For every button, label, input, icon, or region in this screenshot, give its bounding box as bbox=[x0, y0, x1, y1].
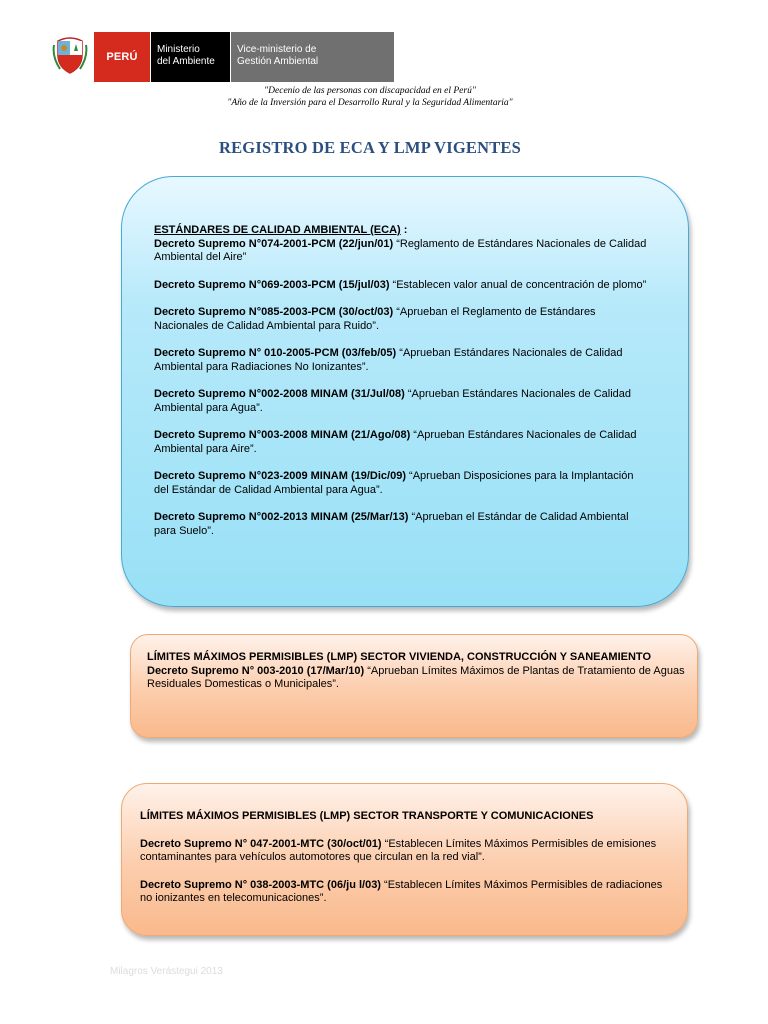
lmp-vivienda-box bbox=[130, 634, 698, 738]
ministry-label: Ministerio del Ambiente bbox=[150, 32, 230, 82]
eca-box bbox=[121, 176, 689, 607]
eca-entry-4: Decreto Supremo N° 010-2005-PCM (03/feb/05) “Aprueban Estándares Nacionales de Calidad Ambiental para Radiaciones No Ionizantes”. bbox=[154, 347, 623, 373]
eca-entry-3: Decreto Supremo N°085-2003-PCM (30/oct/03) “Aprueban el Reglamento de Estándares Nacionales de Calidad Ambiental para Ruido”. bbox=[154, 306, 596, 332]
eca-entry-5: Decreto Supremo N°002-2008 MINAM (31/Jul/08) “Aprueban Estándares Nacionales de Calidad Ambiental para Agua”. bbox=[154, 388, 632, 414]
lmp-transporte-entry-2: Decreto Supremo N° 038-2003-MTC (06/ju l/03) “Establecen Límites Máximos Permisibles de radiaciones no ionizantes en telecomunicaciones”. bbox=[140, 878, 663, 904]
eca-heading-suffix: : bbox=[400, 224, 408, 236]
eca-heading: ESTÁNDARES DE CALIDAD AMBIENTAL (ECA) bbox=[154, 224, 401, 236]
eca-entry-8: Decreto Supremo N°002-2013 MINAM (25/Mar/13) “Aprueban el Estándar de Calidad Ambiental para Suelo”. bbox=[154, 511, 629, 537]
page-title: REGISTRO DE ECA Y LMP VIGENTES bbox=[218, 138, 521, 157]
lmp-transporte-box bbox=[121, 783, 688, 936]
header-banner bbox=[52, 32, 394, 82]
watermark: Milagros Verástegui 2013 bbox=[110, 966, 223, 977]
eca-entry-1: Decreto Supremo N°074-2001-PCM (22/jun/01) “Reglamento de Estándares Nacionales de Calidad Ambiental del Aire” bbox=[154, 237, 647, 263]
eca-heading-line bbox=[154, 224, 650, 238]
vice-ministry-label: Vice-ministerio de Gestión Ambiental bbox=[230, 32, 394, 82]
lmp-vivienda-heading: LÍMITES MÁXIMOS PERMISIBLES (LMP) SECTOR VIVIENDA, CONSTRUCCIÓN Y SANEAMIENTO bbox=[147, 651, 652, 663]
coat-of-arms-icon bbox=[52, 35, 88, 75]
eca-entry-2: Decreto Supremo N°069-2003-PCM (15/jul/03) “Establecen valor anual de concentración de plomo” bbox=[154, 278, 647, 291]
eca-entry-7: Decreto Supremo N°023-2009 MINAM (19/Dic/09) “Aprueban Disposiciones para la Implantación del Estándar de Calidad Ambiental para Agua”. bbox=[154, 470, 634, 496]
peru-label: PERÚ bbox=[94, 32, 150, 82]
decenio-line-1: "Decenio de las personas con discapacidad en el Perú" bbox=[264, 86, 476, 96]
decenio-line-2: "Año de la Inversión para el Desarrollo Rural y la Seguridad Alimentaria" bbox=[227, 98, 513, 108]
lmp-transporte-heading: LÍMITES MÁXIMOS PERMISIBLES (LMP) SECTOR TRANSPORTE Y COMUNICACIONES bbox=[140, 810, 594, 822]
lmp-vivienda-entry: Decreto Supremo N° 003-2010 (17/Mar/10) “Aprueban Límites Máximos de Plantas de Tratamiento de Aguas Residuales Domesticas o Municipales”. bbox=[147, 664, 685, 690]
eca-entry-6: Decreto Supremo N°003-2008 MINAM (21/Ago/08) “Aprueban Estándares Nacionales de Calidad Ambiental para Aire”. bbox=[154, 429, 637, 455]
lmp-transporte-entry-1: Decreto Supremo N° 047-2001-MTC (30/oct/01) “Establecen Límites Máximos Permisibles de emisiones contaminantes para vehículos automotores que circulan en la red vial”. bbox=[140, 837, 657, 863]
